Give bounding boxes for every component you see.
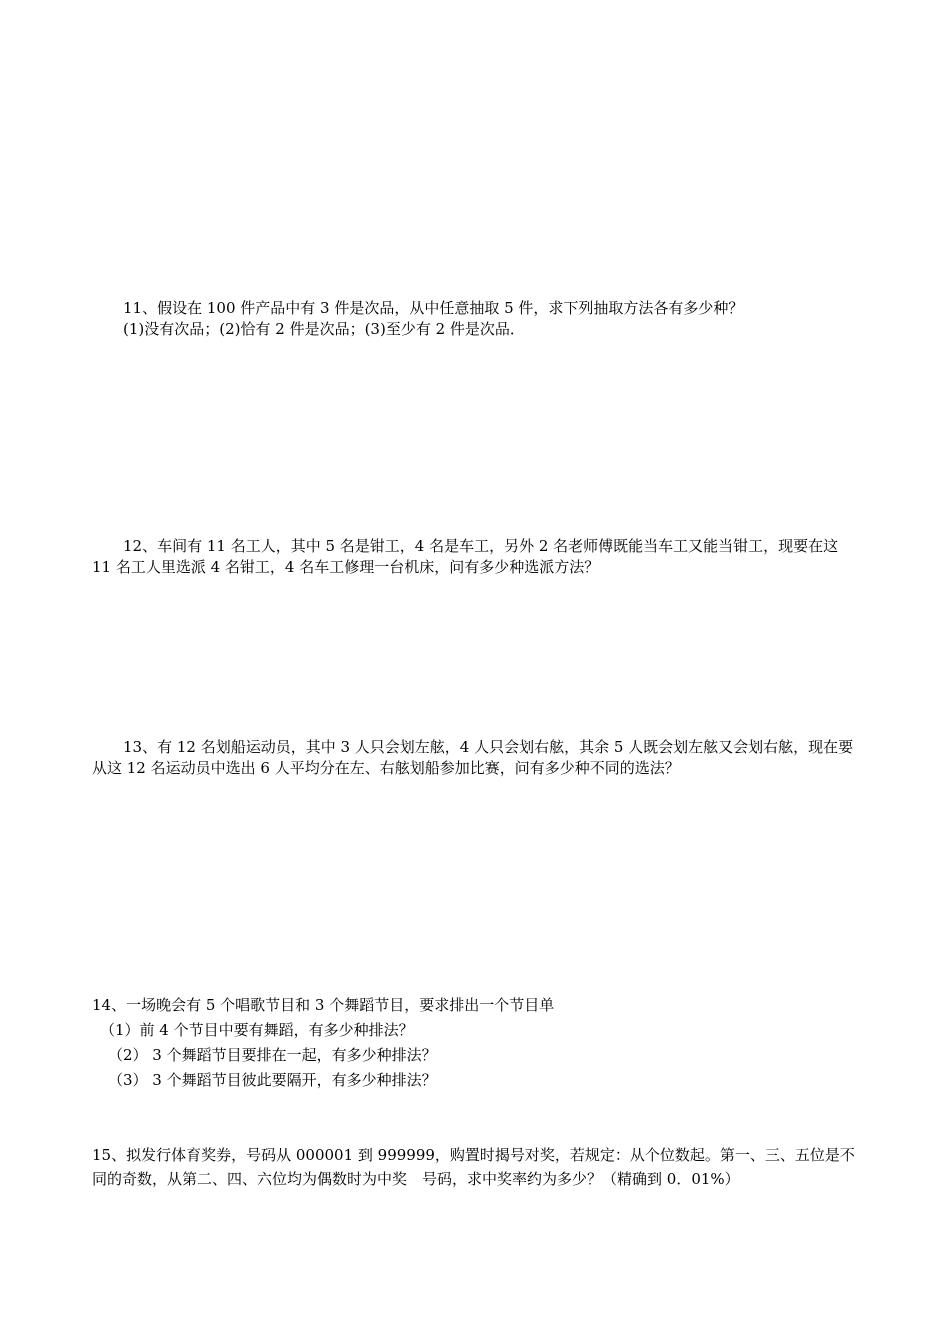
problem-11-line2: (1)没有次品；(2)恰有 2 件是次品；(3)至少有 2 件是次品． <box>123 320 525 338</box>
problem-12: 12、车间有 11 名工人，其中 5 名是钳工，4 名是车工，另外 2 名老师傅既能当车工又能当钳工，现要在这 11 名工人里选派 4 名钳工，4 名车工修理一台机床，问有多少种选派方法？ <box>92 537 839 576</box>
problem-14-sub1: （1）前 4 个节目中要有舞蹈，有多少种排法？ <box>100 1021 414 1039</box>
problem-15: 15、拟发行体育奖券，号码从 000001 到 999999，购置时揭号对奖，若规定：从个位数起。第一、三、五位是不同的奇数，从第二、四、六位均为偶数时为中奖 号码，求中奖率约为多少？（精确到 0．01%） <box>92 1146 855 1188</box>
problem-14-sub3: （3） 3 个舞蹈节目彼此要隔开，有多少种排法？ <box>108 1071 437 1089</box>
problem-14-sub2: （2） 3 个舞蹈节目要排在一起，有多少种排法？ <box>108 1046 437 1064</box>
problem-11-line1: 11、假设在 100 件产品中有 3 件是次品，从中任意抽取 5 件，求下列抽取方法各有多少种？ <box>123 299 744 317</box>
problem-14-stem: 14、一场晚会有 5 个唱歌节目和 3 个舞蹈节目，要求排出一个节目单 <box>92 996 555 1014</box>
problem-13: 13、有 12 名划船运动员，其中 3 人只会划左舷，4 人只会划右舷，其余 5 人既会划左舷又会划右舷，现在要从这 12 名运动员中选出 6 人平均分在左、右舷划船参加比赛，问有多少种不同的选法？ <box>92 738 854 777</box>
